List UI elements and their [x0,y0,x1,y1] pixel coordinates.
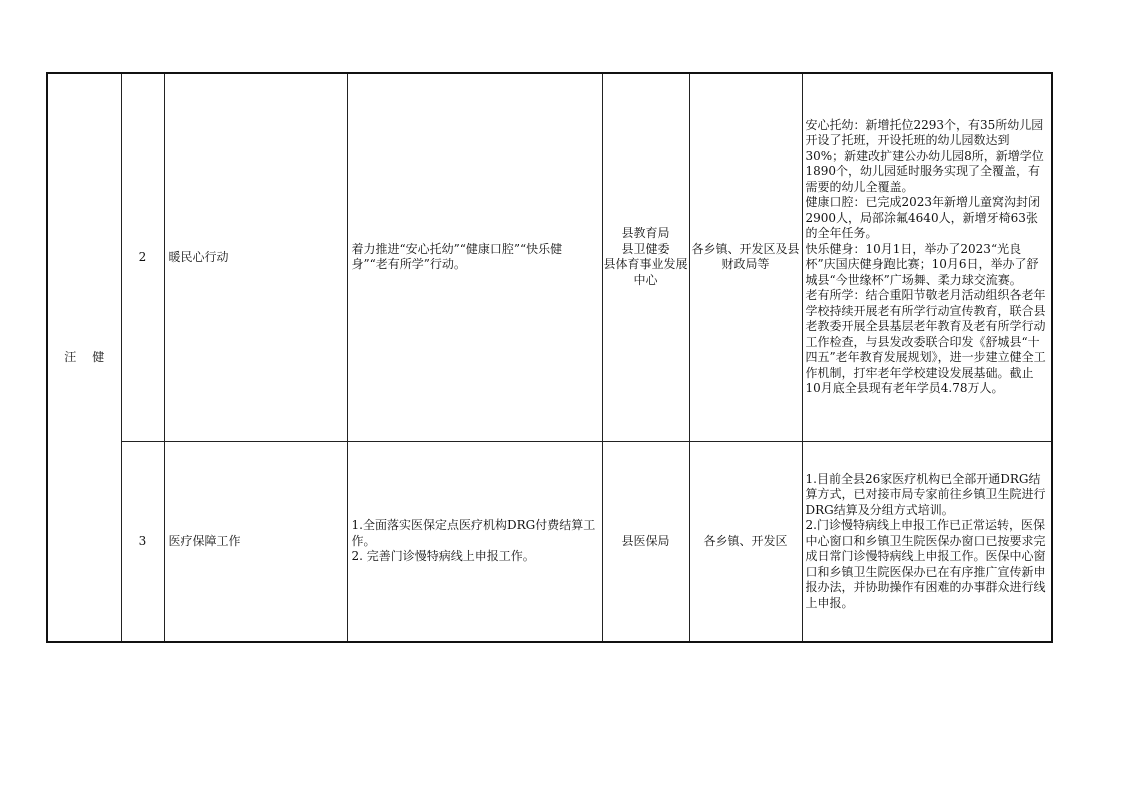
progress-paragraph: 安心托幼：新增托位2293个，有35所幼儿园开设了托班，开设托班的幼儿园数达到30%；新建改扩建公办幼儿园8所，新增学位1890个，幼儿园延时服务实现了全覆盖，有需要的幼儿全覆盖。 [805,117,1044,194]
work-progress-table [46,72,1053,643]
table-row [47,73,1052,441]
item-number: 3 [121,441,164,642]
cooperating-units: 各乡镇、开发区 [689,441,802,642]
cooperating-units: 各乡镇、开发区及县财政局等 [689,73,802,441]
owner-name-part: 健 [92,349,105,364]
progress-paragraph: 老有所学：结合重阳节敬老月活动组织各老年学校持续开展老有所学行动宣传教育，联合县老教委开展全县基层老年教育及老有所学行动工作检查，与县发改委联合印发《舒城县“十四五”老年教育发展规划》，进一步建立健全工作机制，打牢老年学校建设发展基础。截止10月底全县现有老年学员4.78万人。 [805,288,1046,396]
task-line: 1.全面落实医保定点医疗机构DRG付费结算工作。 [351,518,596,548]
lead-unit-line: 县卫健委 [621,241,670,256]
progress-paragraph: 1.目前全县26家医疗机构已全部开通DRG结算方式，已对接市局专家前往乡镇卫生院进行DRG结算及分组方式培训。 [805,471,1046,517]
lead-unit-line: 县教育局 [621,226,670,241]
lead-unit [602,441,689,642]
item-name: 医疗保障工作 [164,441,347,642]
owner-cell [47,73,121,642]
progress-paragraph: 健康口腔：已完成2023年新增儿童窝沟封闭2900人，局部涂氟4640人，新增牙椅63张的全年任务。 [805,195,1041,241]
progress-paragraph: 2.门诊慢特病线上申报工作已正常运转，医保中心窗口和乡镇卫生院医保办窗口已按要求完成日常门诊慢特病线上申报工作。医保中心窗口和乡镇卫生院医保办已在有序推广宣传新申报办法，并协助操作有困难的办事群众进行线上申报。 [805,518,1046,610]
table-row [47,441,1052,642]
task-content [347,73,602,441]
progress-content [802,73,1052,441]
progress-content [802,441,1052,642]
owner-name-part: 汪 [64,349,77,364]
item-number: 2 [121,73,164,441]
lead-unit-line: 县医保局 [621,533,670,548]
task-line: 着力推进“安心托幼”“健康口腔”“快乐健身”“老有所学”行动。 [351,241,563,272]
item-name: 暖民心行动 [164,73,347,441]
lead-unit-line: 县体育事业发展中心 [603,257,688,287]
task-line: 2. 完善门诊慢特病线上申报工作。 [351,549,535,563]
progress-paragraph: 快乐健身：10月1日，举办了2023“光良杯”庆国庆健身跑比赛；10月6日，举办了舒城县“今世缘杯”广场舞、柔力球交流赛。 [805,241,1039,287]
task-content [347,441,602,642]
lead-unit [602,73,689,441]
